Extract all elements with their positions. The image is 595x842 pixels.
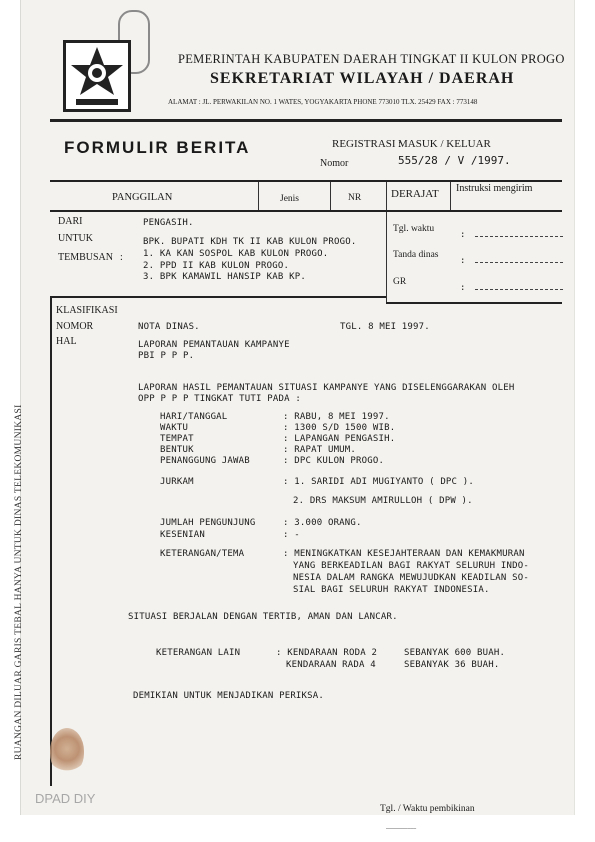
jurkam-label: JURKAM (160, 477, 194, 487)
archive-stamp (50, 728, 84, 774)
routing-right-rule (386, 302, 562, 304)
intro-line-1: LAPORAN HASIL PEMANTAUAN SITUASI KAMPANYE YANG DISELENGGARAKAN OLEH (138, 383, 515, 393)
divider (450, 182, 451, 210)
header-thick-rule (50, 119, 562, 122)
instruksi-header: Instruksi mengirim (456, 183, 533, 194)
header-address: ALAMAT : JL. PERWAKILAN NO. 1 WATES, YOGYAKARTA PHONE 773010 TLX. 25429 FAX : 773148 (168, 98, 478, 106)
tgl-waktu-line: : (460, 222, 560, 241)
regency-logo (63, 40, 131, 112)
tema-line-1: : MENINGKATKAN KESEJAHTERAAN DAN KEMAKMURAN (283, 549, 525, 559)
gr-label: GR (393, 277, 407, 287)
panggilan-header: PANGGILAN (112, 192, 173, 203)
tanda-dinas-line: : (460, 248, 560, 267)
subject-line-2: PBI P P P. (138, 351, 195, 361)
kesenian-label: KESENIAN (160, 530, 205, 540)
routing-bottom-rule (50, 296, 386, 298)
watermark: DPAD DIY (35, 791, 96, 806)
body-left-rule (50, 296, 52, 786)
field-label-tempat: TEMPAT (160, 434, 194, 444)
tema-line-3: NESIA DALAM RANGKA MEWUJUDKAN KEADILAN SO- (293, 573, 529, 583)
tembusan-item-1: 1. KA KAN SOSPOL KAB KULON PROGO. (143, 249, 329, 259)
field-value-hari: : RABU, 8 MEI 1997. (283, 412, 390, 422)
field-label-bentuk: BENTUK (160, 445, 194, 455)
jurkam-2: 2. DRS MAKSUM AMIRULLOH ( DPW ). (293, 496, 473, 506)
hal-label: HAL (56, 336, 77, 347)
header-line-2: SEKRETARIAT WILAYAH / DAERAH (210, 70, 515, 87)
footer-small-print: —————————— (386, 826, 417, 832)
untuk-value: BPK. BUPATI KDH TK II KAB KULON PROGO. (143, 237, 357, 247)
tanda-dinas-label: Tanda dinas (393, 250, 439, 260)
jumlah-label: JUMLAH PENGUNJUNG (160, 518, 256, 528)
kendaraan-4-label: KENDARAAN RADA 4 (286, 660, 376, 670)
table-top-rule (50, 180, 562, 182)
tembusan-item-2: 2. PPD II KAB KULON PROGO. (143, 261, 290, 271)
divider (258, 182, 259, 210)
kendaraan-2-label: : KENDARAAN RODA 2 (276, 648, 378, 658)
field-value-bentuk: : RAPAT UMUM. (283, 445, 357, 455)
form-title: FORMULIR BERITA (64, 138, 251, 157)
nota-date: TGL. 8 MEI 1997. (340, 322, 430, 332)
subject-line-1: LAPORAN PEMANTAUAN KAMPANYE (138, 340, 290, 350)
nr-header: NR (348, 193, 362, 203)
footer-tgl-waktu: Tgl. / Waktu pembikinan (380, 804, 475, 814)
nota-dinas: NOTA DINAS. (138, 322, 200, 332)
divider (386, 182, 387, 302)
dari-value: PENGASIH. (143, 218, 194, 228)
registrasi-value: MASUK / KELUAR (398, 138, 491, 150)
dari-label: DARI (58, 216, 83, 227)
tembusan-label: TEMBUSAN (58, 252, 114, 263)
field-label-penanggung: PENANGGUNG JAWAB (160, 456, 250, 466)
tembusan-item-3: 3. BPK KAMAWIL HANSIP KAB KP. (143, 272, 306, 282)
tema-label: KETERANGAN/TEMA (160, 549, 245, 559)
nomor-value: 555/28 / V /1997. (398, 154, 511, 167)
divider: : (120, 252, 123, 263)
keterangan-lain-label: KETERANGAN LAIN (156, 648, 241, 658)
divider (330, 182, 331, 210)
field-label-hari: HARI/TANGGAL (160, 412, 228, 422)
closing-line: DEMIKIAN UNTUK MENJADIKAN PERIKSA. (133, 691, 325, 701)
field-value-tempat: : LAPANGAN PENGASIH. (283, 434, 396, 444)
kendaraan-2-value: SEBANYAK 600 BUAH. (404, 648, 506, 658)
side-instruction: RUANGAN DILUAR GARIS TEBAL HANYA UNTUK DINAS TELEKOMUNIKASI (14, 404, 24, 760)
jenis-header: Jenis (280, 194, 299, 204)
nomor-label: Nomor (320, 158, 349, 169)
jurkam-1: : 1. SARIDI ADI MUGIYANTO ( DPC ). (283, 477, 475, 487)
kesenian-value: : - (283, 530, 300, 540)
registrasi-label: REGISTRASI : (332, 138, 402, 150)
gr-line: : (460, 275, 560, 294)
derajat-header: DERAJAT (391, 188, 439, 200)
jumlah-value: : 3.000 ORANG. (283, 518, 362, 528)
nomor-meta-label: NOMOR (56, 321, 94, 332)
klasifikasi-label: KLASIFIKASI (56, 305, 118, 316)
table-header-rule (50, 210, 562, 212)
tema-line-4: SIAL BAGI SELURUH RAKYAT INDONESIA. (293, 585, 490, 595)
untuk-label: UNTUK (58, 233, 93, 244)
header-line-1: PEMERINTAH KABUPATEN DAERAH TINGKAT II KULON PROGO (178, 52, 565, 66)
tema-line-2: YANG BERKEADILAN BAGI RAKYAT SELURUH INDO- (293, 561, 529, 571)
field-value-penanggung: : DPC KULON PROGO. (283, 456, 385, 466)
kendaraan-4-value: SEBANYAK 36 BUAH. (404, 660, 500, 670)
intro-line-2: OPP P P P TINGKAT TUTI PADA : (138, 394, 301, 404)
field-label-waktu: WAKTU (160, 423, 189, 433)
field-value-waktu: : 1300 S/D 1500 WIB. (283, 423, 396, 433)
tgl-waktu-label: Tgl. waktu (393, 224, 435, 234)
situasi-line: SITUASI BERJALAN DENGAN TERTIB, AMAN DAN LANCAR. (128, 612, 398, 622)
